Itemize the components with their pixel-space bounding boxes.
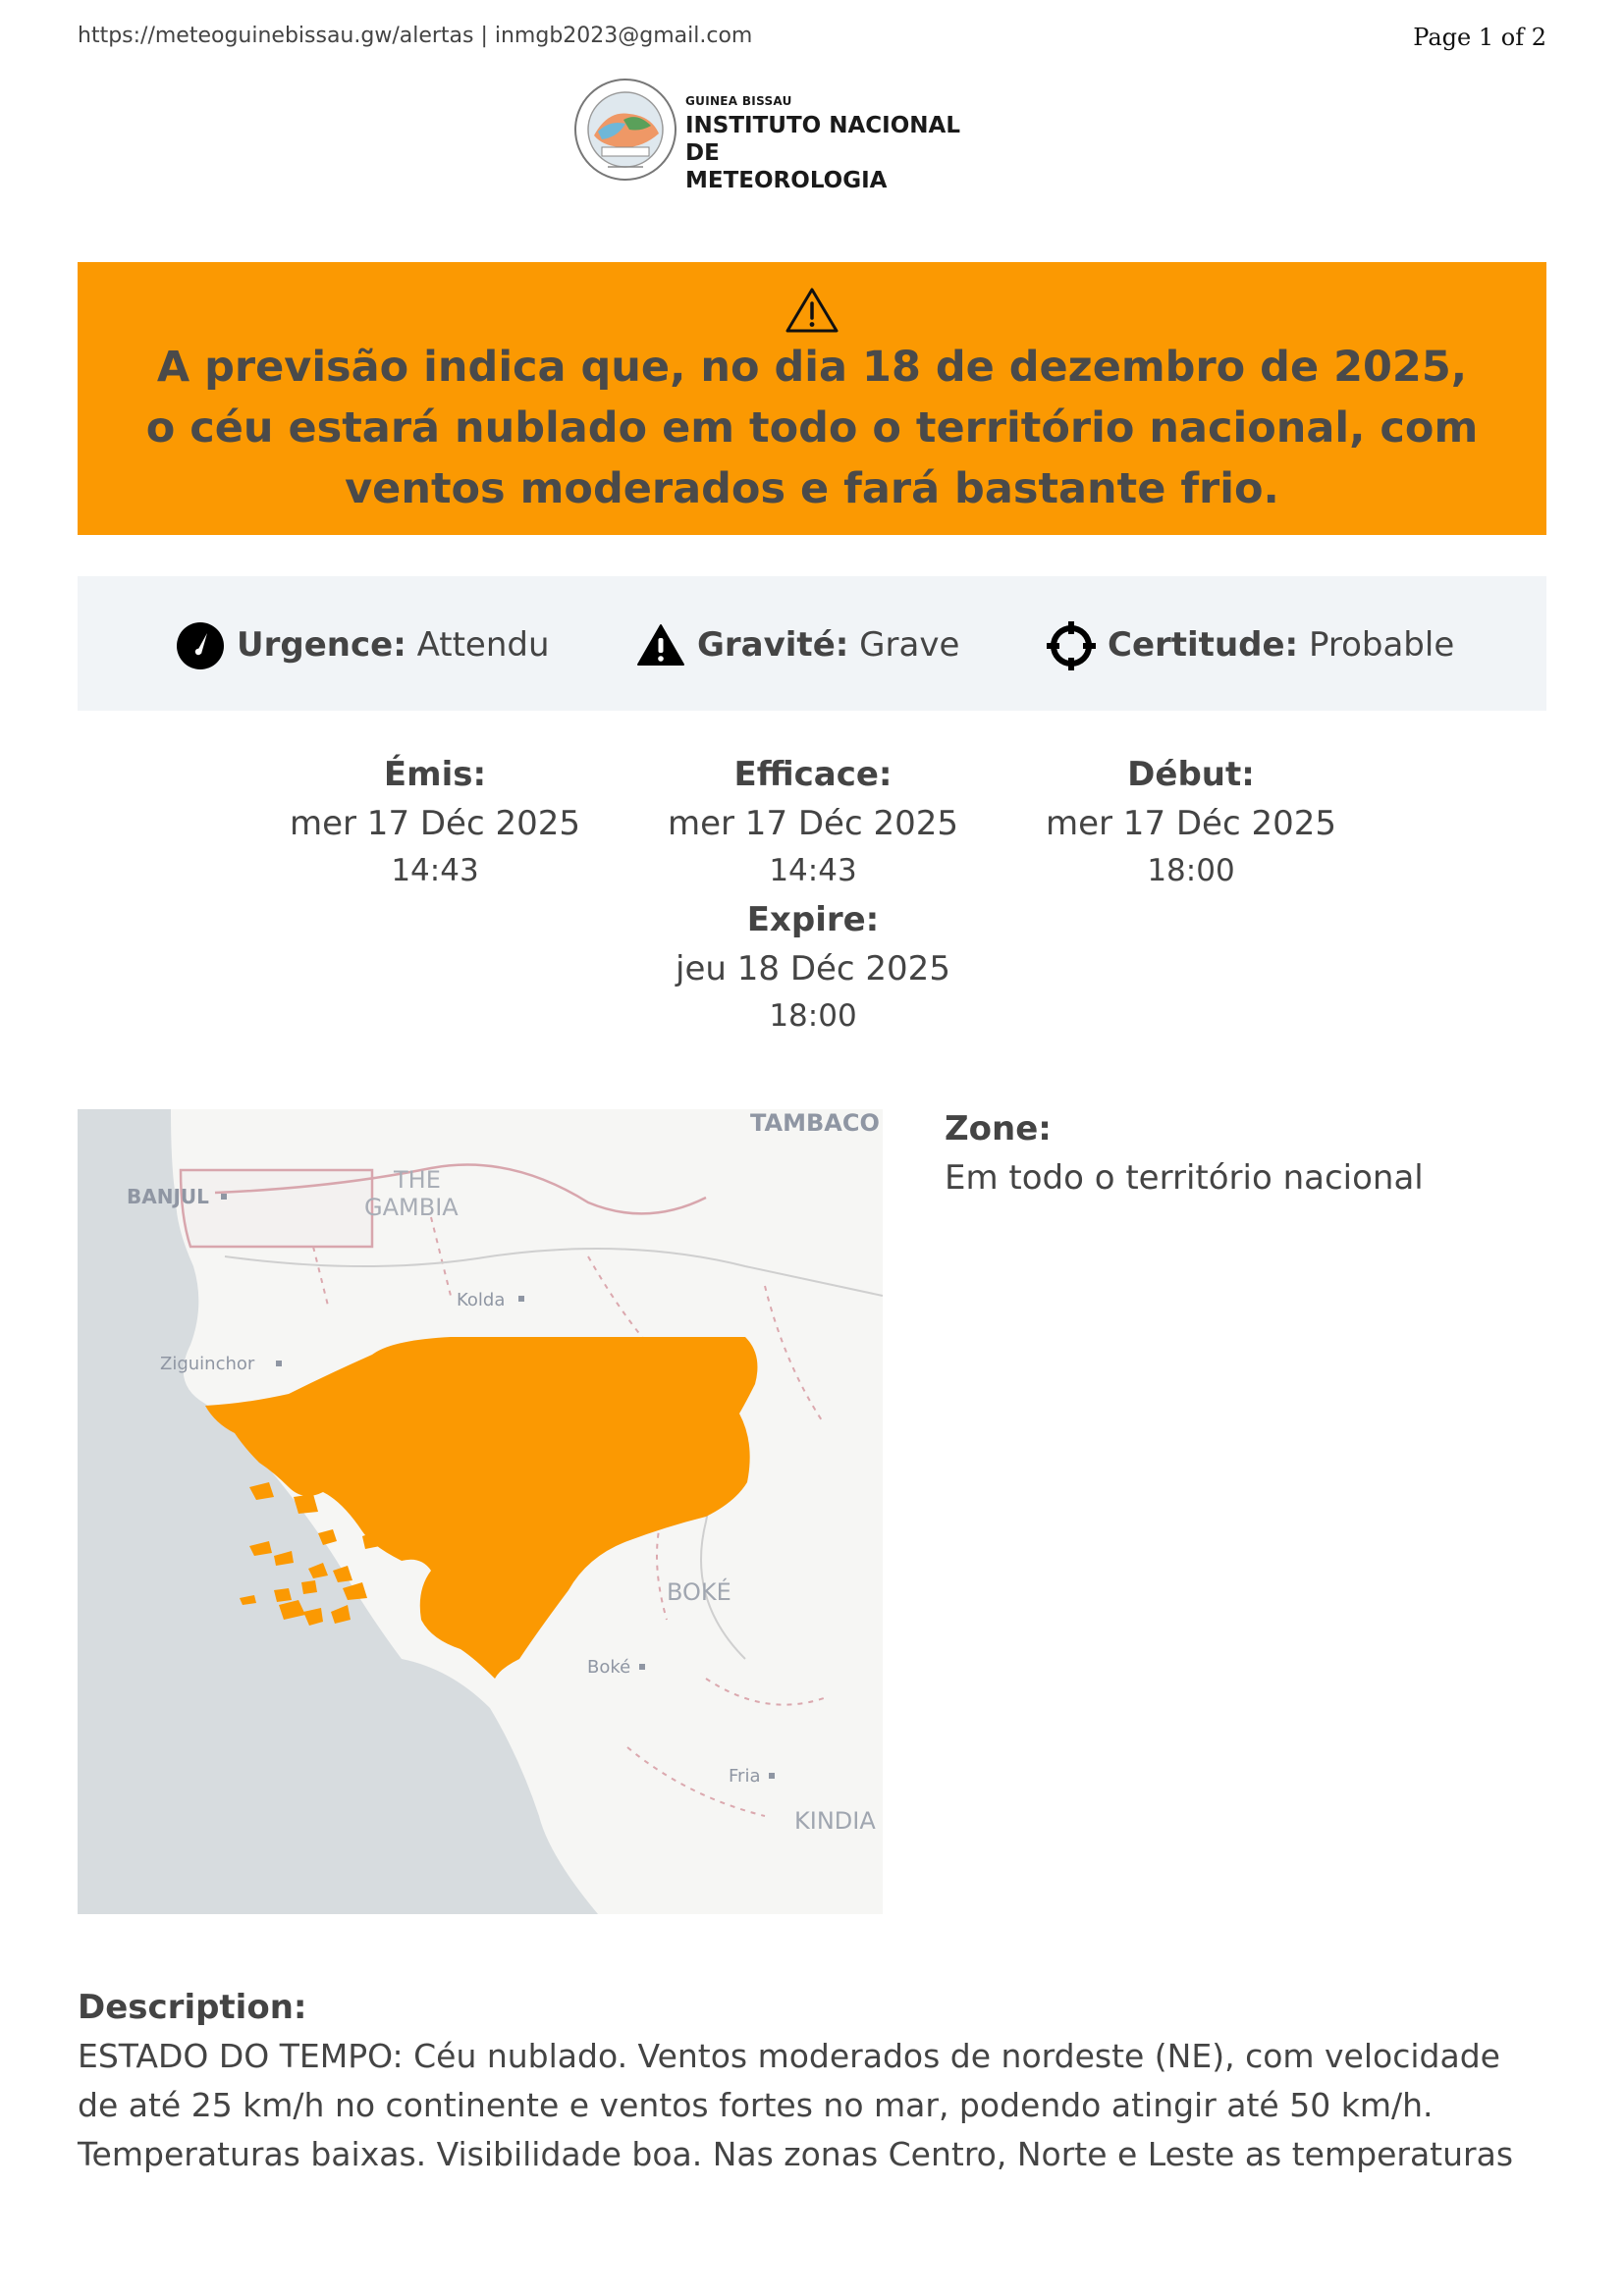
logo-name-line2: METEOROLOGIA [685, 168, 888, 193]
zone-value: Em todo o território nacional [945, 1158, 1424, 1198]
date-emis-day: mer 17 Déc 2025 [289, 804, 581, 843]
alert-meta-row [78, 576, 1546, 711]
gravite-value: Grave [859, 625, 960, 665]
zone-label: Zone: [945, 1109, 1052, 1148]
zone-block [945, 1105, 1534, 1203]
description-line-2: de até 25 km/h no continente e ventos fortes no mar, podendo atingir até 50 km/h. [78, 2086, 1434, 2124]
urgence-label: Urgence: [237, 625, 406, 665]
header-url-contact: https://meteoguinebissau.gw/alertas | inmgb2023@gmail.com [78, 24, 753, 48]
description-line-3: Temperaturas baixas. Visibilidade boa. Nas zonas Centro, Norte e Leste as temperaturas [78, 2135, 1514, 2173]
clock-icon [176, 621, 225, 670]
date-debut-label: Début: [1127, 755, 1255, 794]
label-boke-city: Boké [587, 1657, 631, 1678]
fria-marker [769, 1773, 775, 1779]
date-expire-time: 18:00 [769, 998, 857, 1034]
inm-seal-icon [572, 77, 678, 183]
label-ziguinchor: Ziguinchor [160, 1354, 255, 1374]
date-debut [1014, 751, 1368, 892]
date-emis [258, 751, 612, 892]
date-efficace [636, 751, 990, 892]
ziguinchor-marker [276, 1361, 282, 1366]
label-fria: Fria [729, 1766, 761, 1787]
certitude-value: Probable [1308, 625, 1455, 665]
page-number: Page 1 of 2 [1413, 24, 1546, 51]
page-header [78, 24, 1546, 53]
date-efficace-day: mer 17 Déc 2025 [667, 804, 959, 843]
urgence-value: Attendu [416, 625, 550, 665]
description-block [78, 1983, 1550, 2179]
date-efficace-time: 14:43 [769, 853, 857, 888]
alert-banner [78, 262, 1546, 535]
gravite-label: Gravité: [697, 625, 849, 665]
certitude-label: Certitude: [1108, 625, 1299, 665]
boke-marker [639, 1664, 645, 1670]
banjul-marker [221, 1194, 227, 1200]
guinea-bissau-map [78, 1109, 883, 1914]
label-banjul: BANJUL [127, 1185, 209, 1208]
date-expire-label: Expire: [746, 900, 880, 939]
alert-headline: A previsão indica que, no dia 18 de dezembro de 2025, o céu estará nublado em todo o território nacional, com ventos moderados e fará bastante frio. [145, 343, 1479, 513]
crosshair-icon [1047, 621, 1096, 670]
warning-triangle-icon [785, 286, 839, 335]
date-efficace-label: Efficace: [733, 755, 893, 794]
label-boke-region: BOKÉ [667, 1578, 731, 1606]
label-gambia: GAMBIA [364, 1194, 459, 1221]
date-emis-label: Émis: [383, 755, 487, 794]
date-debut-day: mer 17 Déc 2025 [1045, 804, 1337, 843]
date-emis-time: 14:43 [391, 853, 479, 888]
kolda-marker [518, 1296, 524, 1302]
label-tambacounda: TAMBACO [750, 1109, 880, 1137]
label-kolda: Kolda [457, 1290, 506, 1310]
warning-icon [636, 621, 685, 670]
logo-country: GUINEA BISSAU [685, 94, 792, 108]
label-the: THE [394, 1166, 441, 1194]
logo-name-line1: INSTITUTO NACIONAL DE [685, 113, 960, 166]
date-expire [636, 896, 990, 1038]
alert-dates [78, 751, 1546, 1045]
label-kindia: KINDIA [794, 1807, 876, 1835]
date-expire-day: jeu 18 Déc 2025 [676, 949, 950, 988]
date-debut-time: 18:00 [1147, 853, 1235, 888]
institute-logo [572, 77, 985, 193]
description-label: Description: [78, 1988, 307, 2027]
description-line-1: ESTADO DO TEMPO: Céu nublado. Ventos moderados de nordeste (NE), com velocidade [78, 2037, 1500, 2075]
alert-zone-map [78, 1109, 883, 1914]
